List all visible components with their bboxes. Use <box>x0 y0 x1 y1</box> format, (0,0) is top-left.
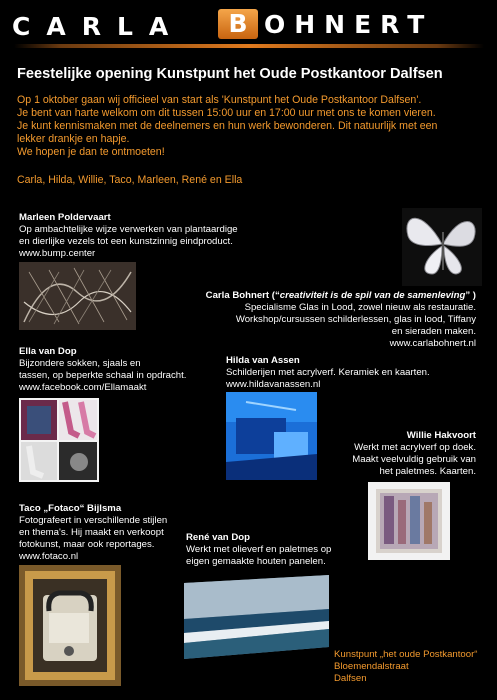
artist-url[interactable]: www.bump.center <box>19 248 96 259</box>
photo-weaving <box>19 262 136 330</box>
artist-motto: creativiteit is de spil van de samenleving <box>279 290 466 301</box>
artist-desc: het paletmes. Kaarten. <box>379 466 476 477</box>
artist-desc: en thema's. Hij maakt en verkoopt <box>19 527 164 538</box>
logo-b-tile: B <box>218 9 258 39</box>
photo-socks-collage <box>19 398 99 482</box>
page-title: Feestelijke opening Kunstpunt het Oude Postkantoor Dalfsen <box>17 66 443 82</box>
artist-desc: en dierlijke vezels tot een kunstzinnig eindproduct. <box>19 236 233 247</box>
artist-url[interactable]: www.carlabohnert.nl <box>389 338 476 349</box>
artist-desc: Werkt met olieverf en paletmes op <box>186 544 332 555</box>
photo-glass-butterfly <box>402 208 482 286</box>
intro-line: lekker drankje en hapje. <box>17 133 130 145</box>
butterfly-image <box>402 208 482 286</box>
intro-line: Je bent van harte welkom om dit tussen 15:00 uur en 17:00 uur met ons te komen vieren. <box>17 107 436 119</box>
logo-carla: CARLA <box>12 12 185 41</box>
payphone-image <box>19 565 121 686</box>
artist-name: Taco „Fotaco“ Bijlsma <box>19 503 122 514</box>
artist-desc: Bijzondere sokken, sjaals en <box>19 358 141 369</box>
artist-rene <box>186 532 386 568</box>
intro-line: Je kunt kennismaken met de deelnemers en hun werk bewonderen. Dit natuurlijk met een <box>17 120 438 132</box>
artist-name: Willie Hakvoort <box>406 430 476 441</box>
artist-desc: Op ambachtelijke wijze verwerken van plantaardige <box>19 224 238 235</box>
artist-ella <box>19 346 219 394</box>
artist-hilda <box>226 355 466 391</box>
socks-image <box>19 398 99 482</box>
artist-name: René van Dop <box>186 532 250 543</box>
photo-payphone <box>19 565 121 686</box>
intro-line: We hopen je dan te ontmoeten! <box>17 146 165 158</box>
artist-desc: Specialisme Glas in Lood, zowel nieuw als restauratie. <box>244 302 476 313</box>
weaving-image <box>19 262 136 330</box>
sea-panel-image <box>184 575 329 659</box>
logo-bohnert <box>218 9 470 39</box>
artist-carla <box>150 290 476 350</box>
artist-name: Ella van Dop <box>19 346 77 357</box>
address-line: Dalfsen <box>334 673 367 684</box>
quote-mark: ” ) <box>465 290 476 301</box>
artist-desc: en sieraden maken. <box>391 326 476 337</box>
venue-address <box>334 649 477 685</box>
photo-sea-panel <box>184 575 329 659</box>
artist-desc: Schilderijen met acrylverf. Keramiek en kaarten. <box>226 367 430 378</box>
artist-willie <box>300 430 476 478</box>
artist-desc: Fotografeert in verschillende stijlen <box>19 515 168 526</box>
artist-desc: fotokunst, maar ook reportages. <box>19 539 155 550</box>
artist-name: Marleen Poldervaart <box>19 212 111 223</box>
artist-desc: Workshop/cursussen schilderlessen, glas in lood, Tiffany <box>235 314 476 325</box>
intro-text <box>17 94 487 159</box>
artist-marleen <box>19 212 299 260</box>
artist-taco <box>19 503 189 563</box>
artist-desc: eigen gemaakte houten panelen. <box>186 556 326 567</box>
header-rule <box>14 44 484 48</box>
quote-mark: (“ <box>269 290 280 301</box>
artist-desc: Maakt veelvuldig gebruik van <box>352 454 476 465</box>
artist-url[interactable]: www.hildavanassen.nl <box>226 379 321 390</box>
artist-name: Carla Bohnert <box>205 290 270 301</box>
signoff: Carla, Hilda, Willie, Taco, Marleen, René en Ella <box>17 174 243 186</box>
intro-line: Op 1 oktober gaan wij officieel van start als 'Kunstpunt het Oude Postkantoor Dalfsen'. <box>17 94 422 106</box>
artist-desc: Werkt met acrylverf op doek. <box>354 442 476 453</box>
logo-bohnert-text: OHNERT <box>264 9 434 39</box>
address-line: Kunstpunt „het oude Postkantoor“ <box>334 649 478 660</box>
artist-url[interactable]: www.fotaco.nl <box>19 551 79 562</box>
artist-desc: tassen, op beperkte schaal in opdracht. <box>19 370 187 381</box>
address-line: Bloemendalstraat <box>334 661 409 672</box>
artist-url[interactable]: www.facebook.com/Ellamaakt <box>19 382 147 393</box>
artist-name: Hilda van Assen <box>226 355 300 366</box>
